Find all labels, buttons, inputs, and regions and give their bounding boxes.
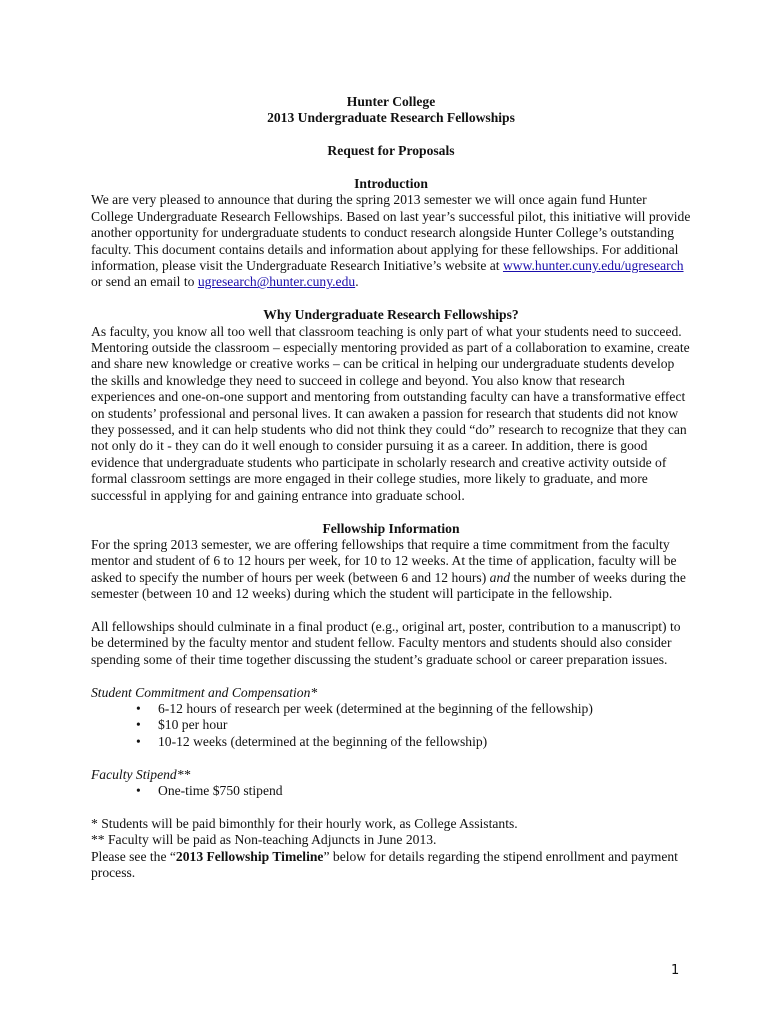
intro-paragraph bbox=[91, 192, 691, 290]
page-number: 1 bbox=[671, 963, 680, 978]
student-comp-list bbox=[91, 701, 691, 750]
intro-text-end: . bbox=[355, 274, 359, 290]
fellowship-emphasis: and bbox=[489, 569, 511, 585]
header-institution: Hunter College bbox=[346, 94, 436, 109]
note-text-end: ” below for details regarding the stipend enrollment and payment process. bbox=[91, 848, 678, 880]
header-program: 2013 Undergraduate Research Fellowships bbox=[267, 110, 515, 126]
document-body bbox=[91, 94, 691, 881]
intro-text: We are very pleased to announce that during the spring 2013 semester we will once again fund Hunter College Undergraduate Research Fellowships. Based on last year’s successful pilot, this initiative will provide another opportunity for undergraduate students to conduct research alongside Hunter College’s outstanding faculty. This document contains details and information about applying for these fellowships. For additional information, please visit the Undergraduate Research Initiative’s website at bbox=[91, 192, 691, 274]
faculty-stipend-heading: Faculty Stipend** bbox=[91, 766, 191, 782]
fellowship-paragraph-2: All fellowships should culminate in a final product (e.g., original art, poster, contribution to a manuscript) to be determined by the faculty mentor and student fellow. Faculty mentors and students should also consider spending some of their time together discussing the student’s graduate school or career preparation issues. bbox=[91, 618, 681, 667]
timeline-reference: 2013 Fellowship Timeline bbox=[175, 848, 324, 864]
list-item: • 6-12 hours of research per week (determined at the beginning of the fellowship) bbox=[158, 701, 691, 717]
intro-heading: Introduction bbox=[354, 176, 428, 191]
student-comp-heading: Student Commitment and Compensation* bbox=[91, 684, 318, 700]
note-faculty: ** Faculty will be paid as Non-teaching Adjuncts in June 2013. bbox=[91, 832, 437, 848]
website-link[interactable]: www.hunter.cuny.edu/ugresearch bbox=[502, 258, 684, 274]
list-item: • 10-12 weeks (determined at the beginning of the fellowship) bbox=[158, 734, 691, 750]
note-students: * Students will be paid bimonthly for their hourly work, as College Assistants. bbox=[91, 815, 518, 831]
email-link[interactable]: ugresearch@hunter.cuny.edu bbox=[197, 274, 356, 290]
fellowship-text: For the spring 2013 semester, we are offering fellowships that require a time commitment from the faculty mentor and student of 6 to 12 hours per week, for 10 to 12 weeks. At the time of application, faculty will be asked to specify the number of hours per week (between 6 and 12 hours) bbox=[91, 536, 677, 585]
note-text: Please see the “ bbox=[91, 848, 176, 864]
note-timeline bbox=[91, 849, 691, 882]
fellowship-heading: Fellowship Information bbox=[322, 520, 460, 536]
fellowship-paragraph-1 bbox=[91, 537, 691, 603]
why-heading: Why Undergraduate Research Fellowships? bbox=[263, 307, 519, 323]
fellowship-text-end: the number of weeks during the semester (between 10 and 12 weeks) during which the student will participate in the fellowship. bbox=[91, 569, 686, 602]
faculty-stipend-list bbox=[91, 783, 691, 799]
header-rfp: Request for Proposals bbox=[327, 143, 455, 159]
intro-text-middle: or send an email to bbox=[91, 274, 198, 290]
why-paragraph: As faculty, you know all too well that classroom teaching is only part of what your students need to succeed. Mentoring outside the classroom – especially mentoring provided as part of a collaboration to examine, create and share new knowledge or creative works – can be critical in helping our undergraduate students develop the skills and knowledge they need to succeed in college and beyond. You also know that research experiences and one-on-one support and mentoring from outstanding faculty can have a transformative effect on students’ professional and personal lives. It can awaken a passion for research that students did not know they possessed, and it can help students who did not think they could “do” research to recognize that they can not only do it - they can do it well enough to consider pursuing it as a career. In addition, there is good evidence that undergraduate students who participate in scholarly research and creative activity outside of formal classroom settings are more engaged in their college studies, more likely to graduate, and more successful in applying for and gaining entrance into graduate school. bbox=[91, 323, 690, 503]
list-item: • One-time $750 stipend bbox=[158, 783, 691, 799]
list-item: • $10 per hour bbox=[158, 717, 691, 733]
